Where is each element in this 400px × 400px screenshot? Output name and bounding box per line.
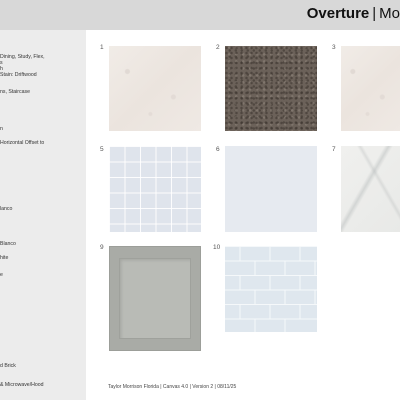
swatch-number: 1 xyxy=(100,44,104,51)
sidebar-item: h xyxy=(0,66,3,72)
sidebar-item: lanco xyxy=(0,206,13,212)
sidebar-item: hite xyxy=(0,255,9,261)
brand-separator: | xyxy=(372,5,377,22)
sidebar-item: d Brick xyxy=(0,363,16,369)
swatch-number: 3 xyxy=(332,44,336,51)
swatch-number: 7 xyxy=(332,146,336,153)
sidebar-item: Stain: Driftwood xyxy=(0,72,37,78)
swatch-number: 9 xyxy=(100,244,104,251)
swatch-subway-10 xyxy=(225,246,317,332)
document-footer: Taylor Morrison Florida | Canvas 4.0 | Version 2 | 08/11/25 xyxy=(108,384,237,390)
swatch-quartz-3 xyxy=(341,46,400,131)
swatch-number: 2 xyxy=(216,44,220,51)
swatch-cabinet-9 xyxy=(109,246,201,351)
sidebar-item: Blanco xyxy=(0,241,16,247)
sidebar-item: ns, Staircase xyxy=(0,89,30,95)
swatch-marble-7 xyxy=(341,146,400,232)
sidebar-item: e xyxy=(0,272,3,278)
header-bar xyxy=(0,0,400,30)
brand-name: Overture xyxy=(306,5,370,22)
sidebar-item: n xyxy=(0,126,3,132)
swatch-quartz-1 xyxy=(109,46,201,131)
sidebar-item: & Microwave/Hood xyxy=(0,382,44,388)
swatch-number: 5 xyxy=(100,146,104,153)
swatch-tile-5 xyxy=(109,146,201,232)
subway-tile-pattern xyxy=(225,246,317,332)
sidebar-item: s xyxy=(0,60,3,66)
swatch-number: 10 xyxy=(213,244,221,251)
sidebar-item: Horizontal Offset to xyxy=(0,140,45,146)
sidebar-item: Dining, Study, Flex, xyxy=(0,54,45,60)
swatch-number: 6 xyxy=(216,146,220,153)
cabinet-door-panel xyxy=(119,258,191,339)
swatch-granite-2 xyxy=(225,46,317,131)
brand-title xyxy=(307,5,400,25)
swatch-paint-6 xyxy=(225,146,317,232)
brand-suffix: Mo xyxy=(379,5,400,22)
spec-sidebar xyxy=(0,30,86,400)
